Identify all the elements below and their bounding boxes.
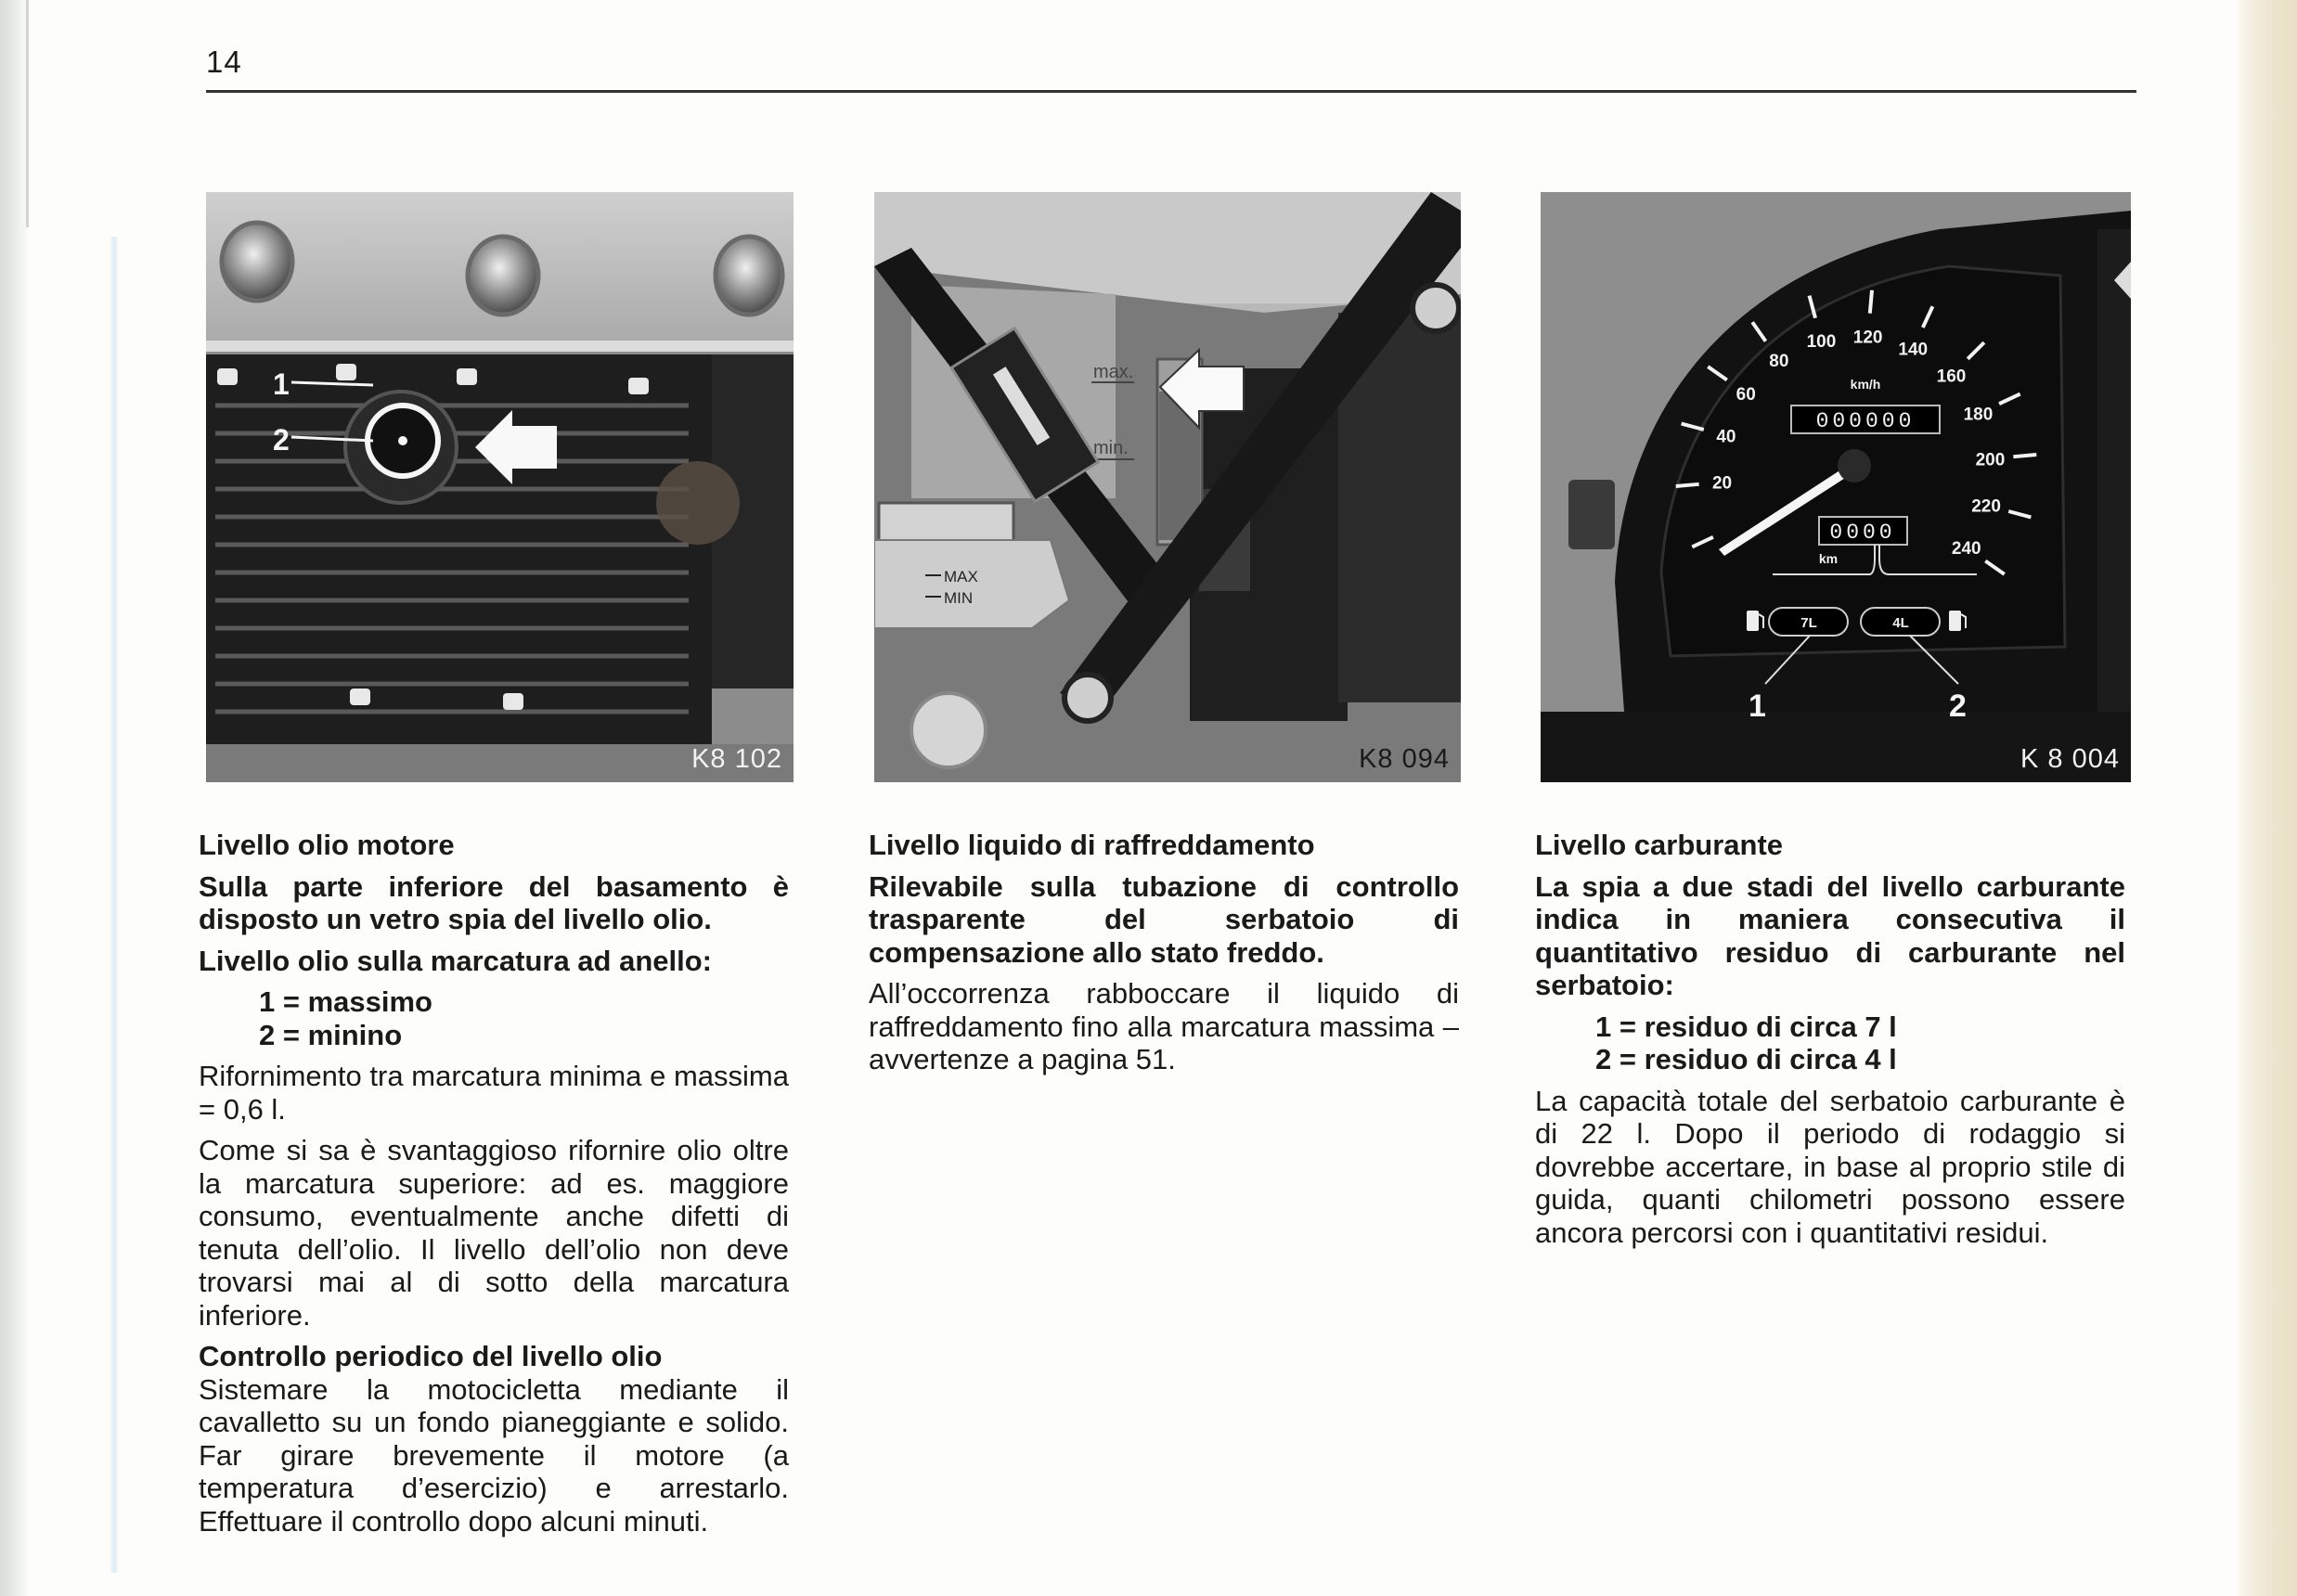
page-edge-line — [26, 0, 29, 227]
body-paragraph: Come si sa è svantaggioso rifornire olio oltre la marcatura superiore: ad es. maggiore consumo, eventualmente anche difetti di tenuta dell’olio. Il livello dell’olio non deve trovarsi mai al di sotto della marcatura inferiore. — [199, 1134, 789, 1332]
speed-label: 220 — [1971, 496, 2001, 517]
speed-label: 40 — [1716, 427, 1736, 447]
section-coolant-level — [869, 829, 1459, 1085]
legend-list — [1535, 1010, 2125, 1076]
page-binding-right — [2237, 0, 2297, 1596]
trip-value: 0000 — [1829, 521, 1896, 545]
reservoir-mark-min: MIN — [944, 589, 974, 607]
fuel-lamp-4l — [1861, 608, 1940, 636]
trip-unit: km — [1818, 551, 1839, 566]
photo-oil-sight-glass — [206, 192, 794, 782]
sight-glass — [345, 392, 457, 503]
legend-item: 2 = minino — [259, 1018, 403, 1051]
photo-code: K 8 004 — [2020, 744, 2120, 774]
speed-label: 140 — [1898, 340, 1929, 360]
fuel-lamp-4l-label: 4L — [1892, 615, 1909, 631]
page-number: 14 — [206, 45, 242, 79]
speed-tick — [2013, 455, 2036, 457]
speed-label: 20 — [1711, 473, 1733, 494]
reservoir-mark-max: MAX — [944, 568, 978, 586]
speed-label: 160 — [1936, 367, 1967, 387]
speed-unit: km/h — [1850, 377, 1881, 392]
photo-coolant-tank — [874, 192, 1461, 782]
speed-label: 240 — [1951, 539, 1981, 560]
lead-text: Livello olio sulla marcatura ad anello: — [199, 944, 712, 977]
intro-text: Rilevabile sulla tubazione di controllo trasparente del serbatoio di compensazione allo stato freddo. — [869, 869, 1459, 969]
trip-reset-knob — [1568, 480, 1615, 549]
body-paragraph: Sistemare la motocicletta mediante il cavalletto su un fondo pianeggiante e solido. Far girare brevemente il motore (a temperatura d’esercizio) e arrestarlo. Effettuare il controllo dopo alcuni minuti. — [199, 1372, 789, 1538]
section-title: Livello liquido di raffreddamento — [869, 829, 1315, 861]
legend-item: 1 = residuo di circa 7 l — [1595, 1010, 1897, 1043]
speed-label: 200 — [1975, 450, 2006, 470]
legend-item: 1 = massimo — [259, 985, 432, 1018]
speed-label: 180 — [1963, 405, 1994, 425]
coolant-tank-illustration — [874, 192, 1461, 782]
body-paragraph: All’occorrenza rabboccare il liquido di raffreddamento fino alla marcatura massima – avvertenze a pagina 51. — [869, 977, 1459, 1075]
speed-label: 60 — [1736, 384, 1756, 405]
callout-2: 2 — [273, 423, 290, 457]
speed-label: 80 — [1769, 352, 1789, 372]
legend-item: 2 = residuo di circa 4 l — [1595, 1043, 1897, 1075]
callout-2: 2 — [1949, 689, 1967, 724]
body-paragraph: Rifornimento tra marcatura minima e massima = 0,6 l. — [199, 1060, 789, 1126]
callout-1: 1 — [273, 367, 290, 401]
tank-mark-max: max. — [1093, 362, 1134, 382]
paper-tint-stripe — [110, 237, 119, 1573]
photo-speedometer — [1541, 192, 2131, 782]
section-title: Livello carburante — [1535, 829, 1784, 861]
photo-code: K8 094 — [1359, 744, 1450, 774]
section-fuel-level — [1535, 829, 2125, 1257]
speed-label: 100 — [1806, 331, 1837, 352]
speed-tick — [1870, 290, 1872, 314]
fuel-lamp-7l — [1769, 608, 1848, 636]
speedometer-illustration — [1541, 192, 2131, 782]
oil-sight-glass-illustration — [206, 192, 794, 782]
header-rule — [206, 90, 2136, 93]
subsection-title: Controllo periodico del livello olio — [199, 1340, 663, 1372]
intro-text: La spia a due stadi del livello carburante indica in maniera consecutiva il quantitativo residuo di carburante nel serbatoio: — [1535, 869, 2125, 1001]
legend-list — [199, 985, 789, 1051]
body-paragraph: La capacità totale del serbatoio carburante è di 22 l. Dopo il periodo di rodaggio si dovrebbe accertare, in base al proprio stile di guida, quanti chilometri possono essere ancora percorsi con i quantitativi residui. — [1535, 1084, 2125, 1249]
intro-text: Sulla parte inferiore del basamento è disposto un vetro spia del livello olio. — [199, 869, 789, 935]
section-engine-oil-level — [199, 829, 789, 1546]
section-title: Livello olio motore — [199, 829, 455, 861]
speed-label: 120 — [1852, 328, 1883, 348]
speed-tick — [1676, 484, 1699, 486]
odometer-value: 000000 — [1815, 409, 1916, 433]
callout-1: 1 — [1749, 689, 1766, 724]
tank-mark-min: min. — [1093, 438, 1129, 458]
page-binding-left — [0, 0, 28, 1596]
fuel-lamp-7l-label: 7L — [1800, 615, 1817, 631]
photo-code: K8 102 — [691, 744, 782, 774]
